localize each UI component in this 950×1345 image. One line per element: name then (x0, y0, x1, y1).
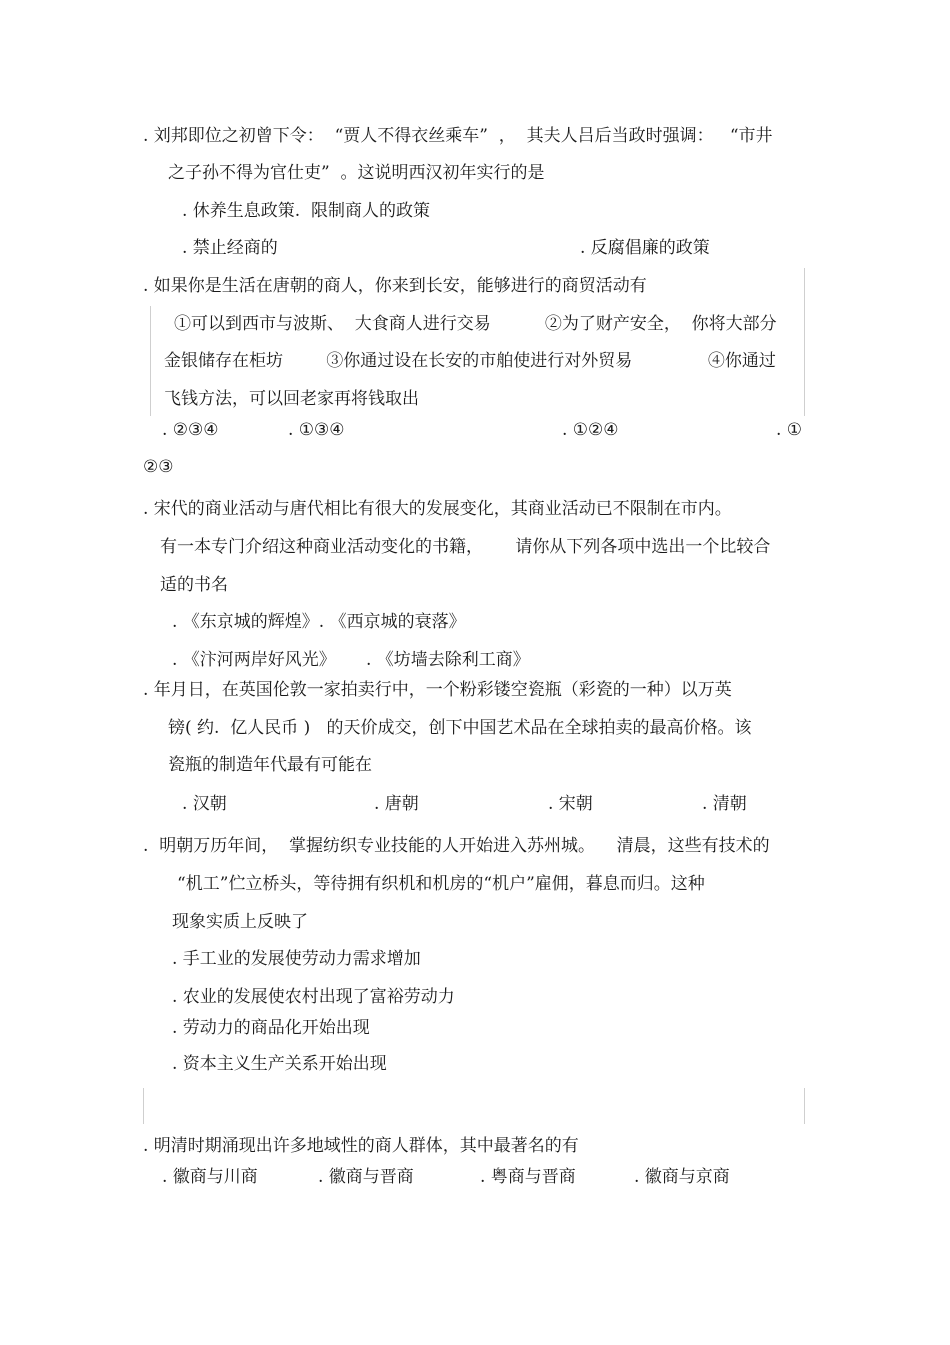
q4-option-c: . 宋朝 (548, 794, 593, 814)
q1-options-ab: . 休养生息政策. 限制商人的政策 (182, 201, 431, 221)
q4-option-b: . 唐朝 (374, 794, 419, 814)
margin-rule-right-top (804, 268, 805, 416)
q5-stem-line-2: “机工”伫立桥头，等待拥有织机和机房的“机户”雇佣，暮息而归。这种 (177, 874, 705, 894)
margin-rule-right-bottom (804, 1088, 805, 1124)
q2-option-b: . ①③④ (288, 420, 345, 440)
q4-stem-line-2: 镑( 约. 亿人民币 ) 的天价成交，创下中国艺术品在全球拍卖的最高价格。该 (168, 718, 752, 738)
q6-option-d: . 徽商与京商 (634, 1167, 730, 1187)
q6-option-b: . 徽商与晋商 (318, 1167, 414, 1187)
q4-option-d: . 清朝 (702, 794, 747, 814)
q3-option-c: . 《汴河两岸好风光》 (172, 650, 336, 670)
q2-stem-line-1: . 如果你是生活在唐朝的商人，你来到长安，能够进行的商贸活动有 (143, 276, 647, 296)
q4-stem-line-1: . 年月日，在英国伦敦一家拍卖行中，一个粉彩镂空瓷瓶（彩瓷的一种）以万英 (143, 680, 732, 700)
q3-stem-line-1: . 宋代的商业活动与唐代相比有很大的发展变化，其商业活动已不限制在市内。 (143, 499, 732, 519)
q1-option-d: . 反腐倡廉的政策 (580, 238, 710, 258)
q5-option-b: . 农业的发展使农村出现了富裕劳动力 (172, 987, 455, 1007)
q2-stem-line-2: ①可以到西市与波斯、 大食商人进行交易 ②为了财产安全， 你将大部分 (174, 314, 777, 334)
q2-option-d-continued: ②③ (143, 457, 174, 477)
q2-option-a: . ②③④ (162, 420, 219, 440)
q6-option-c: . 粤商与晋商 (480, 1167, 576, 1187)
q2-stem-line-4: 飞钱方法，可以回老家再将钱取出 (164, 389, 419, 409)
q4-option-a: . 汉朝 (182, 794, 227, 814)
q5-stem-line-1: . 明朝万历年间， 掌握纺织专业技能的人开始进入苏州城。 清晨，这些有技术的 (143, 836, 770, 856)
q2-option-d: . ① (776, 420, 803, 440)
q3-option-d: . 《坊墙去除利工商》 (366, 650, 530, 670)
q1-option-c: . 禁止经商的 (182, 238, 278, 258)
q6-option-a: . 徽商与川商 (162, 1167, 258, 1187)
q1-stem-line-1: . 刘邦即位之初曾下令： “贾人不得衣丝乘车” ， 其夫人吕后当政时强调： “市井 (143, 126, 773, 146)
q2-stem-line-3: 金银储存在柜坊 ③你通过设在长安的市舶使进行对外贸易 ④你通过 (164, 351, 776, 371)
q5-option-a: . 手工业的发展使劳动力需求增加 (172, 949, 421, 969)
margin-rule-left-top (150, 306, 151, 416)
q3-stem-line-2: 有一本专门介绍这种商业活动变化的书籍， 请你从下列各项中选出一个比较合 (160, 537, 771, 557)
q3-options-ab: . 《东京城的辉煌》. 《西京城的衰落》 (172, 612, 466, 632)
q4-stem-line-3: 瓷瓶的制造年代最有可能在 (168, 755, 372, 775)
q5-option-c: . 劳动力的商品化开始出现 (172, 1018, 370, 1038)
q2-option-c: . ①②④ (562, 420, 619, 440)
q5-stem-line-3: 现象实质上反映了 (172, 912, 308, 932)
q3-stem-line-3: 适的书名 (160, 575, 228, 595)
q1-stem-line-2: 之子孙不得为官仕吏” 。这说明西汉初年实行的是 (168, 163, 545, 183)
margin-rule-left-bottom (143, 1088, 144, 1124)
q5-option-d: . 资本主义生产关系开始出现 (172, 1054, 387, 1074)
q6-stem-line-1: . 明清时期涌现出许多地域性的商人群体，其中最著名的有 (143, 1136, 579, 1156)
